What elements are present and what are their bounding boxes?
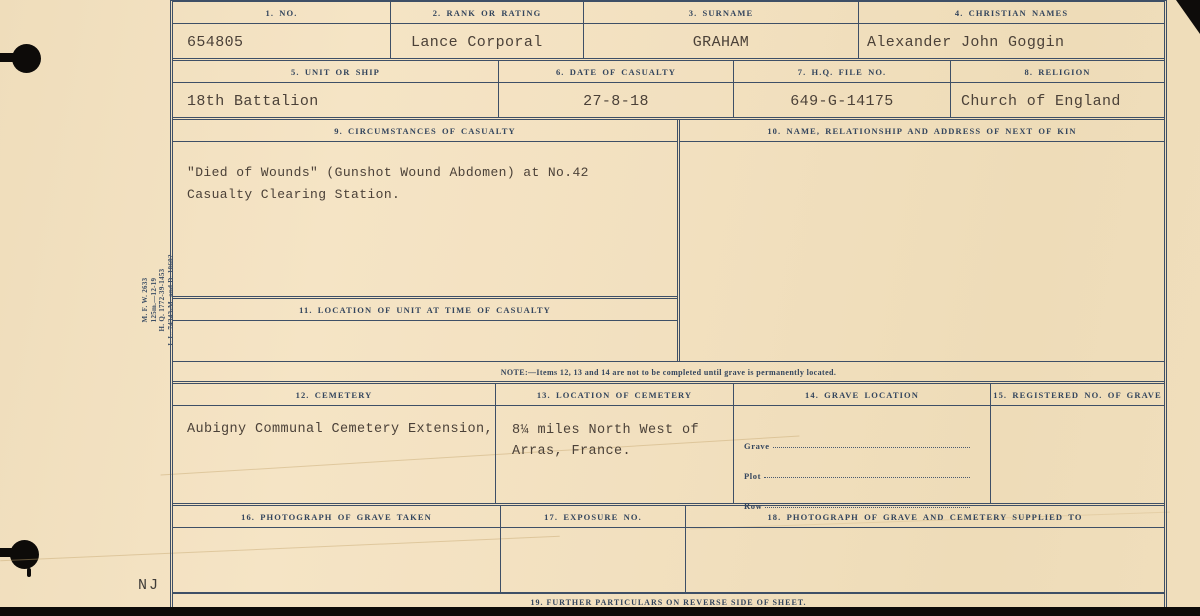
field-religion-value: Church of England xyxy=(961,93,1121,110)
field-next-of-kin-value xyxy=(680,142,1164,152)
field-photo-taken-label: 16. PHOTOGRAPH OF GRAVE TAKEN xyxy=(173,506,500,528)
field-unit-location-label: 11. LOCATION OF UNIT AT TIME OF CASUALTY xyxy=(173,299,677,321)
field-hq-file-no-label: 7. H.Q. FILE NO. xyxy=(734,61,950,83)
field-christian-names-value: Alexander John Goggin xyxy=(867,34,1065,51)
field-rank-value: Lance Corporal xyxy=(411,34,543,51)
field-photo-taken-value xyxy=(173,528,500,538)
field-unit-location-value xyxy=(173,321,677,331)
plot-line xyxy=(744,452,974,482)
grave-location-lines xyxy=(734,406,990,512)
field-surname xyxy=(584,2,859,58)
field-exposure-no-value xyxy=(501,528,685,538)
field-exposure-no xyxy=(501,506,686,592)
field-photo-supplied-label: 18. PHOTOGRAPH OF GRAVE AND CEMETERY SUPPLIED TO xyxy=(686,506,1164,528)
field-unit-location xyxy=(173,299,677,331)
field-date-of-casualty-label: 6. DATE OF CASUALTY xyxy=(499,61,733,83)
row-identity xyxy=(173,2,1164,61)
field-cemetery-location-label: 13. LOCATION OF CEMETERY xyxy=(496,384,733,406)
dotted-rule xyxy=(773,447,970,448)
row-unit xyxy=(173,61,1164,120)
ink-drip xyxy=(27,568,31,577)
field-religion-label: 8. RELIGION xyxy=(951,61,1164,83)
stamp-line: M. F. W. 2633 xyxy=(141,277,149,323)
further-particulars-label: 19. FURTHER PARTICULARS ON REVERSE SIDE OF SHEET. xyxy=(530,598,807,607)
field-unit-label: 5. UNIT OR SHIP xyxy=(173,61,498,83)
field-registered-no xyxy=(991,384,1164,503)
field-cemetery-location-value: 8¼ miles North West of Arras, France. xyxy=(512,423,700,459)
field-circumstances-value: "Died of Wounds" (Gunshot Wound Abdomen) at No.42 Casualty Clearing Station. xyxy=(187,165,589,202)
field-hq-file-no-value: 649-G-14175 xyxy=(790,93,894,110)
field-date-of-casualty xyxy=(499,61,734,117)
field-rank-label: 2. RANK OR RATING xyxy=(391,2,583,24)
field-no-label: 1. NO. xyxy=(173,2,390,24)
stamp-line: I. L. 74343-M. and D. 10602 xyxy=(166,254,175,346)
row-circumstances xyxy=(173,120,1164,362)
field-christian-names xyxy=(859,2,1164,58)
field-photo-taken xyxy=(173,506,501,592)
row-cemetery xyxy=(173,384,1164,511)
plot-line-label: Plot xyxy=(744,471,762,481)
field-cemetery-value: Aubigny Communal Cemetery Extension, xyxy=(187,422,494,437)
stamp-line: H. Q. 1772-39-1453 xyxy=(158,268,166,332)
field-circumstances xyxy=(173,120,677,299)
field-next-of-kin xyxy=(680,120,1164,361)
grave-line-label: Grave xyxy=(744,441,770,451)
row-line-label: Row xyxy=(744,501,763,511)
field-registered-no-label: 15. REGISTERED NO. OF GRAVE xyxy=(991,384,1164,406)
grave-line xyxy=(744,422,974,452)
field-circumstances-label: 9. CIRCUMSTANCES OF CASUALTY xyxy=(173,120,677,142)
field-surname-value: GRAHAM xyxy=(692,34,750,51)
punch-slot-bottom xyxy=(0,548,15,557)
punch-slot-top xyxy=(0,53,20,62)
field-christian-names-label: 4. CHRISTIAN NAMES xyxy=(859,2,1164,24)
field-grave-location xyxy=(734,384,991,511)
field-surname-label: 3. SURNAME xyxy=(584,2,858,24)
field-religion xyxy=(951,61,1164,117)
field-cemetery-label: 12. CEMETERY xyxy=(173,384,495,406)
dotted-rule xyxy=(764,477,970,478)
field-grave-location-label: 14. GRAVE LOCATION xyxy=(734,384,990,406)
note-text: NOTE:—Items 12, 13 and 14 are not to be completed until grave is permanently located. xyxy=(500,368,837,377)
record-card-table xyxy=(170,0,1167,608)
corner-mark: NJ xyxy=(138,577,161,594)
circumstances-block xyxy=(173,120,680,361)
scan-edge-bottom xyxy=(0,607,1200,616)
field-registered-no-value xyxy=(991,406,1164,416)
field-hq-file-no xyxy=(734,61,951,117)
field-no-value: 654805 xyxy=(187,34,244,51)
stamp-line: 125m.—12-19 xyxy=(149,277,158,323)
field-cemetery xyxy=(173,384,496,503)
field-date-of-casualty-value: 27-8-18 xyxy=(583,93,649,110)
field-next-of-kin-label: 10. NAME, RELATIONSHIP AND ADDRESS OF NEXT OF KIN xyxy=(680,120,1164,142)
cut-corner xyxy=(1176,0,1200,34)
note-band xyxy=(173,362,1164,384)
field-unit xyxy=(173,61,499,117)
field-exposure-no-label: 17. EXPOSURE NO. xyxy=(501,506,685,528)
field-photo-supplied xyxy=(686,506,1164,592)
field-rank xyxy=(391,2,584,58)
field-photo-supplied-value xyxy=(686,528,1164,538)
field-unit-value: 18th Battalion xyxy=(187,93,319,110)
row-photograph xyxy=(173,506,1164,594)
field-cemetery-location xyxy=(496,384,734,503)
field-no xyxy=(173,2,391,58)
